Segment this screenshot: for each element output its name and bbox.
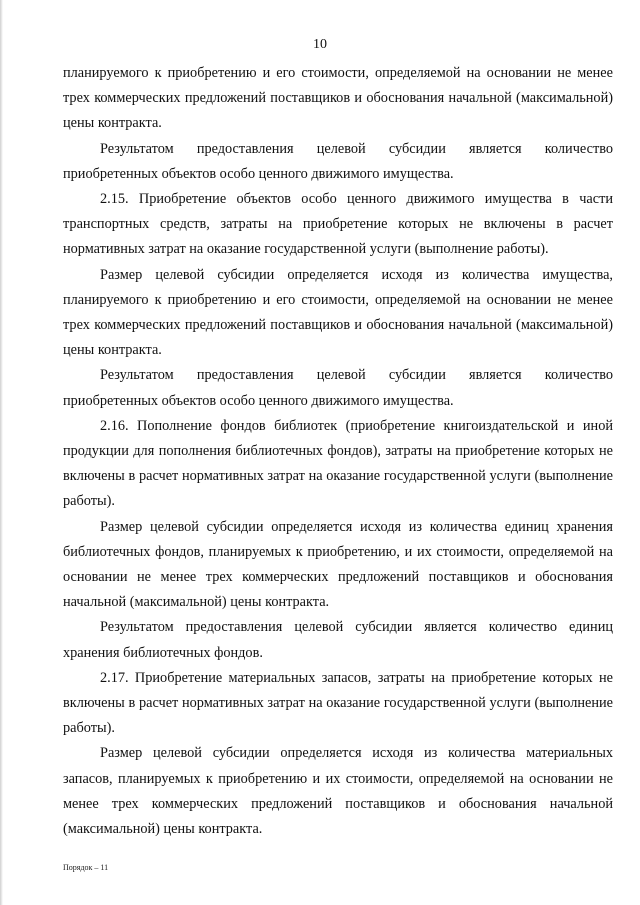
paragraph-continuation: планируемого к приобретению и его стоимости, определяемой на основании не менее трех коммерческих предложений поставщиков и обоснования начальной (максимальной) цены контракта.: [63, 65, 613, 132]
paragraph: Результатом предоставления целевой субсидии является количество приобретенных объектов особо ценного движимого имущества.: [63, 140, 613, 182]
paragraph-section-2-16: 2.16. Пополнение фондов библиотек (приобретение книгоиздательской и иной продукции для пополнения библиотечных фондов), затраты на приобретение которых не включены в расчет нормативных затрат на оказание государственной услуги (выполнение работы).: [63, 417, 613, 510]
paragraph-section-2-15: 2.15. Приобретение объектов особо ценного движимого имущества в части транспортных средств, затраты на приобретение которых не включены в расчет нормативных затрат на оказание государственной услуги (выполнение работы).: [63, 191, 613, 258]
paragraph: Размер целевой субсидии определяется исходя из количества имущества, планируемого к приобретению и его стоимости, определяемой на основании не менее трех коммерческих предложений поставщиков и обоснования начальной (максимальной) цены контракта.: [63, 266, 613, 359]
paragraph-section-2-17: 2.17. Приобретение материальных запасов, затраты на приобретение которых не включены в расчет нормативных затрат на оказание государственной услуги (выполнение работы).: [63, 669, 613, 737]
scan-edge-shadow: [0, 0, 3, 905]
paragraph: Результатом предоставления целевой субсидии является количество приобретенных объектов особо ценного движимого имущества.: [63, 367, 613, 409]
paragraph: Размер целевой субсидии определяется исходя из количества единиц хранения библиотечных фондов, планируемых к приобретению, и их стоимости, определяемой на основании не менее трех коммерческих предложений поставщиков и обоснования начальной (максимальной) цены контракта.: [63, 518, 613, 611]
paragraph: Размер целевой субсидии определяется исходя из количества материальных запасов, планируемых к приобретению и их стоимости, определяемой на основании не менее трех коммерческих предложений поставщиков и обоснования начальной (максимальной) цены контракта.: [63, 745, 613, 838]
footer-label: Порядок – 11: [63, 863, 109, 872]
document-body: [63, 61, 613, 842]
paragraph: Результатом предоставления целевой субсидии является количество единиц хранения библиотечных фондов.: [63, 619, 613, 661]
page-number: 10: [313, 37, 327, 52]
